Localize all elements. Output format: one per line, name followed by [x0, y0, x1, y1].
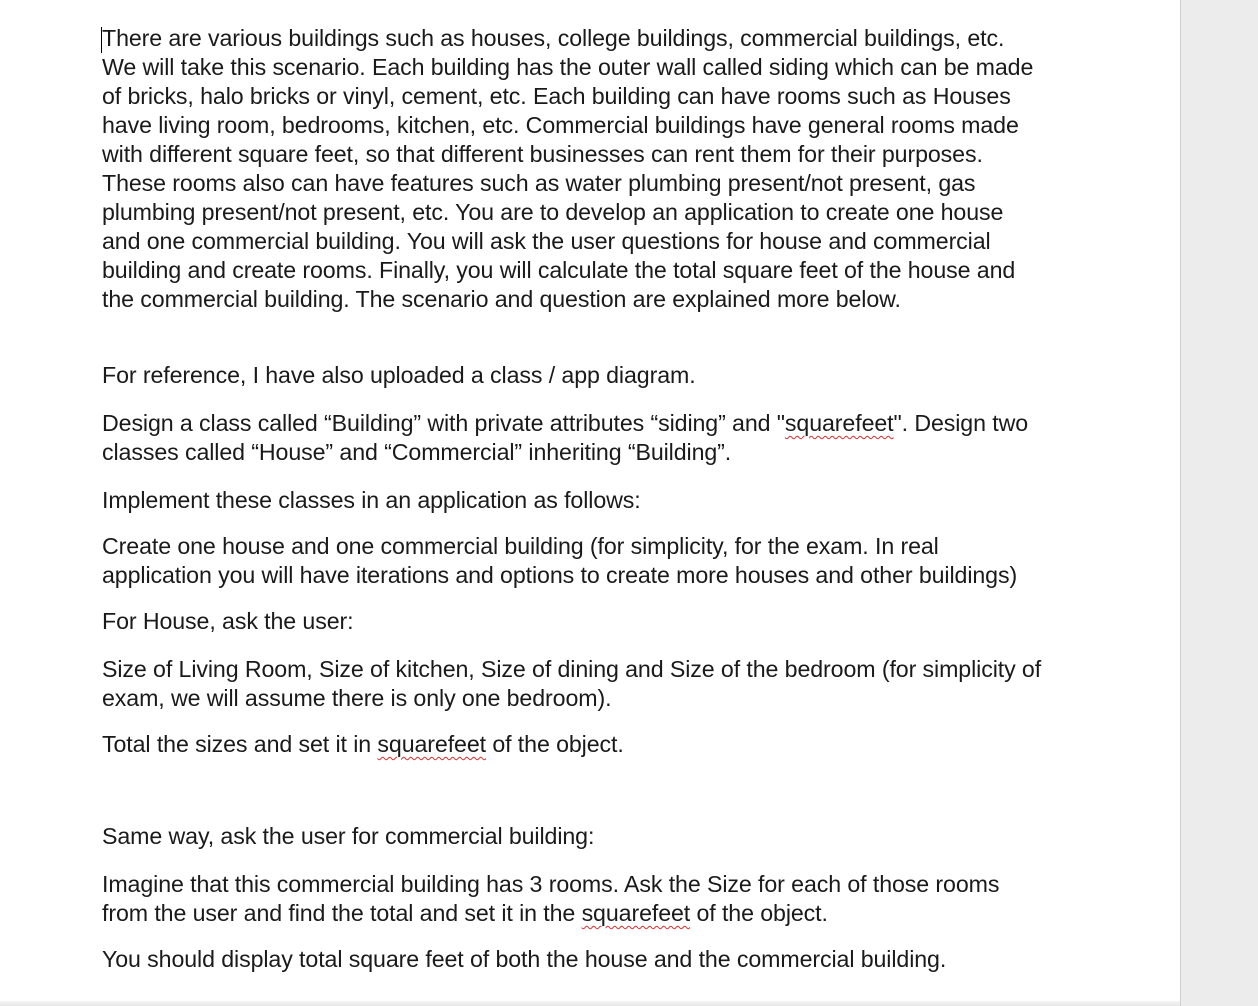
paragraph-implement: Implement these classes in an application as follows:	[102, 487, 641, 513]
paragraph-imagine	[102, 870, 1042, 928]
total-text-end: of the object.	[485, 731, 624, 757]
imagine-text-start: Imagine that this commercial building has 3 rooms. Ask the Size for each of those rooms from the user and find the total and set it in the	[102, 871, 1000, 926]
paragraph-design	[102, 409, 1042, 467]
paragraph-sizes: Size of Living Room, Size of kitchen, Size of dining and Size of the bedroom (for simplicity of exam, we will assume there is only one bedroom).	[102, 656, 1042, 711]
paragraph-intro: There are various buildings such as houses, college buildings, commercial buildings, etc. We will take this scenario. Each building has the outer wall called siding which can be made of bricks, halo bricks or vinyl, cement, etc. Each building can have rooms such as Houses have living room, bedrooms, kitchen, etc. Commercial buildings have general rooms made with different square feet, so that different businesses can rent them for their purposes. These rooms also can have features such as water plumbing present/not present, gas plumbing present/not present, etc. You are to develop an application to create one house and one commercial building. You will ask the user questions for house and commercial building and create rooms. Finally, you will calculate the total square feet of the house and the commercial building. The scenario and question are explained more below.	[102, 25, 1034, 312]
page-bottom-edge	[0, 1001, 1180, 1006]
paragraph-total	[102, 730, 1042, 759]
paragraph-display: You should display total square feet of both the house and the commercial building.	[102, 946, 947, 972]
document-body[interactable]	[102, 24, 1042, 974]
design-text-end: ". Design two classes called “House” and “Commercial” inheriting “Building”.	[102, 410, 1029, 465]
paragraph-reference: For reference, I have also uploaded a class / app diagram.	[102, 362, 696, 388]
paragraph-for-house: For House, ask the user:	[102, 608, 354, 634]
design-text-start: Design a class called “Building” with private attributes “siding” and "	[102, 410, 785, 436]
canvas-margin-area	[1180, 0, 1258, 1006]
empty-paragraph	[102, 776, 1042, 805]
paragraph-create: Create one house and one commercial building (for simplicity, for the exam. In real application you will have iterations and options to create more houses and other buildings)	[102, 533, 1018, 588]
spellcheck-word-squarefeet[interactable]: squarefeet	[784, 410, 894, 436]
spellcheck-word-squarefeet[interactable]: squarefeet	[377, 731, 486, 757]
total-text-start: Total the sizes and set it in	[102, 731, 378, 757]
spellcheck-word-squarefeet[interactable]: squarefeet	[581, 900, 691, 926]
paragraph-same-way: Same way, ask the user for commercial building:	[102, 823, 595, 849]
imagine-text-end: of the object.	[690, 900, 828, 926]
